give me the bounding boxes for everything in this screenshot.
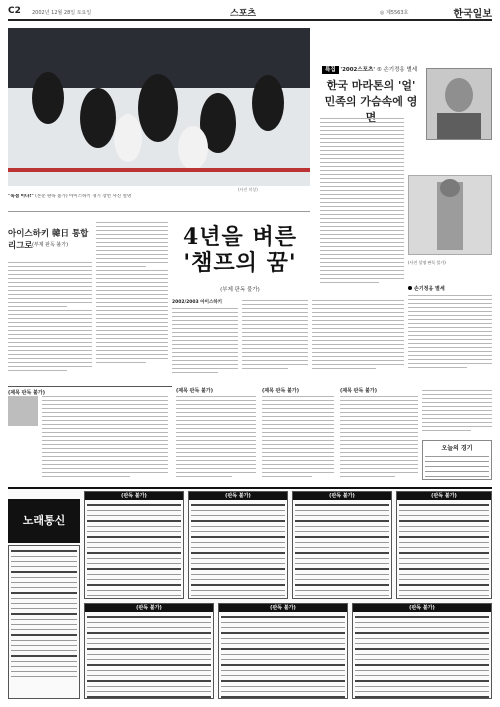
statue-photo — [408, 175, 492, 255]
feature-headline — [172, 224, 308, 276]
classified-block-3-title: (판독 불가) — [189, 492, 287, 500]
lower-far-right-body — [422, 390, 492, 436]
special-label — [322, 65, 417, 73]
classified-block-2 — [84, 491, 184, 599]
classified-block-2-title: (판독 불가) — [85, 492, 183, 500]
classified-block-4-title: (판독 불가) — [293, 492, 391, 500]
classifieds-section — [8, 487, 492, 699]
lower-right-body — [340, 396, 418, 482]
issue-date: 2002년 12월 28일 토요일 — [32, 10, 92, 16]
special-tag: 특집 — [322, 66, 339, 74]
photo-credit: (사진 미상) — [238, 187, 258, 192]
lower-left-photo — [8, 396, 38, 426]
brief-body-col2 — [96, 222, 168, 380]
today-games-box — [422, 440, 492, 480]
special-headline-line1: 한국 마라톤의 '얼' — [326, 79, 416, 92]
classified-block-1 — [8, 545, 80, 699]
today-games-title: 오늘의 경기 — [441, 445, 473, 452]
noraebang-ad: 노래통신 — [8, 499, 80, 543]
brief-subhead: (부제 판독 불가) — [31, 242, 69, 248]
brief-headline: 아이스하키 韓日 통합리그로 — [8, 229, 89, 251]
special-headline-line2: 민족의 가슴속에 영면 — [324, 95, 418, 124]
lower-mid2-headline: (제목 판독 불가) — [262, 388, 300, 394]
photo-caption — [8, 194, 310, 212]
classified-block-8 — [352, 603, 492, 699]
lower-left-body — [42, 396, 168, 482]
brief-body — [8, 262, 92, 380]
lower-right-headline: (제목 판독 불가) — [340, 388, 378, 394]
special-series: '2002스포츠' — [340, 67, 376, 73]
lower-mid-headline: (제목 판독 불가) — [176, 388, 214, 394]
caption-lead: "독점 이다!" — [8, 194, 34, 199]
sohn-box-body — [408, 295, 492, 380]
lower-mid2-body — [262, 396, 334, 482]
special-suffix: ⑤ 손기정옹 별세 — [376, 67, 418, 73]
page-number: C2 — [8, 6, 21, 16]
classified-block-8-title: (판독 불가) — [353, 604, 491, 612]
issue-number: ◎ 제5563호 — [380, 10, 409, 16]
classified-block-7-title: (판독 불가) — [219, 604, 347, 612]
classified-block-5-title: (판독 불가) — [397, 492, 491, 500]
statue-caption: (사진 설명 판독 불가) — [408, 260, 446, 265]
newspaper-logo: 한국일보 — [453, 9, 492, 20]
feature-headline-line2: '챔프의 꿈' — [183, 250, 297, 276]
feature-headline-line1: 4년을 벼른 — [183, 224, 297, 250]
classified-block-3 — [188, 491, 288, 599]
lower-mid-body — [176, 396, 256, 482]
feature-byline: 2002/2003 아이스하키 — [172, 300, 222, 305]
feature-deck: (부제 판독 불가) — [220, 287, 260, 293]
hockey-photo — [8, 28, 310, 186]
feature-body-col3 — [312, 300, 404, 380]
classified-block-7 — [218, 603, 348, 699]
classified-block-6-title: (판독 불가) — [85, 604, 213, 612]
page-header — [8, 5, 492, 21]
feature-body-col1 — [172, 308, 238, 380]
caption-text: (본문 판독 불가) 아이스하키 경기 장면 사진 설명 — [35, 194, 132, 199]
section-title: 스포츠 — [230, 9, 257, 19]
classified-block-5 — [396, 491, 492, 599]
classified-block-4 — [292, 491, 392, 599]
hockey-photo-illustration — [8, 28, 310, 186]
sohn-box-head-label: 손기정옹 별세 — [414, 286, 445, 292]
portrait-photo — [426, 68, 492, 140]
lower-left-headline: (제목 판독 불가) — [8, 386, 172, 396]
classified-block-6 — [84, 603, 214, 699]
sohn-box-head — [408, 285, 445, 292]
special-body-col1 — [320, 118, 404, 294]
feature-body-col2 — [242, 300, 308, 380]
